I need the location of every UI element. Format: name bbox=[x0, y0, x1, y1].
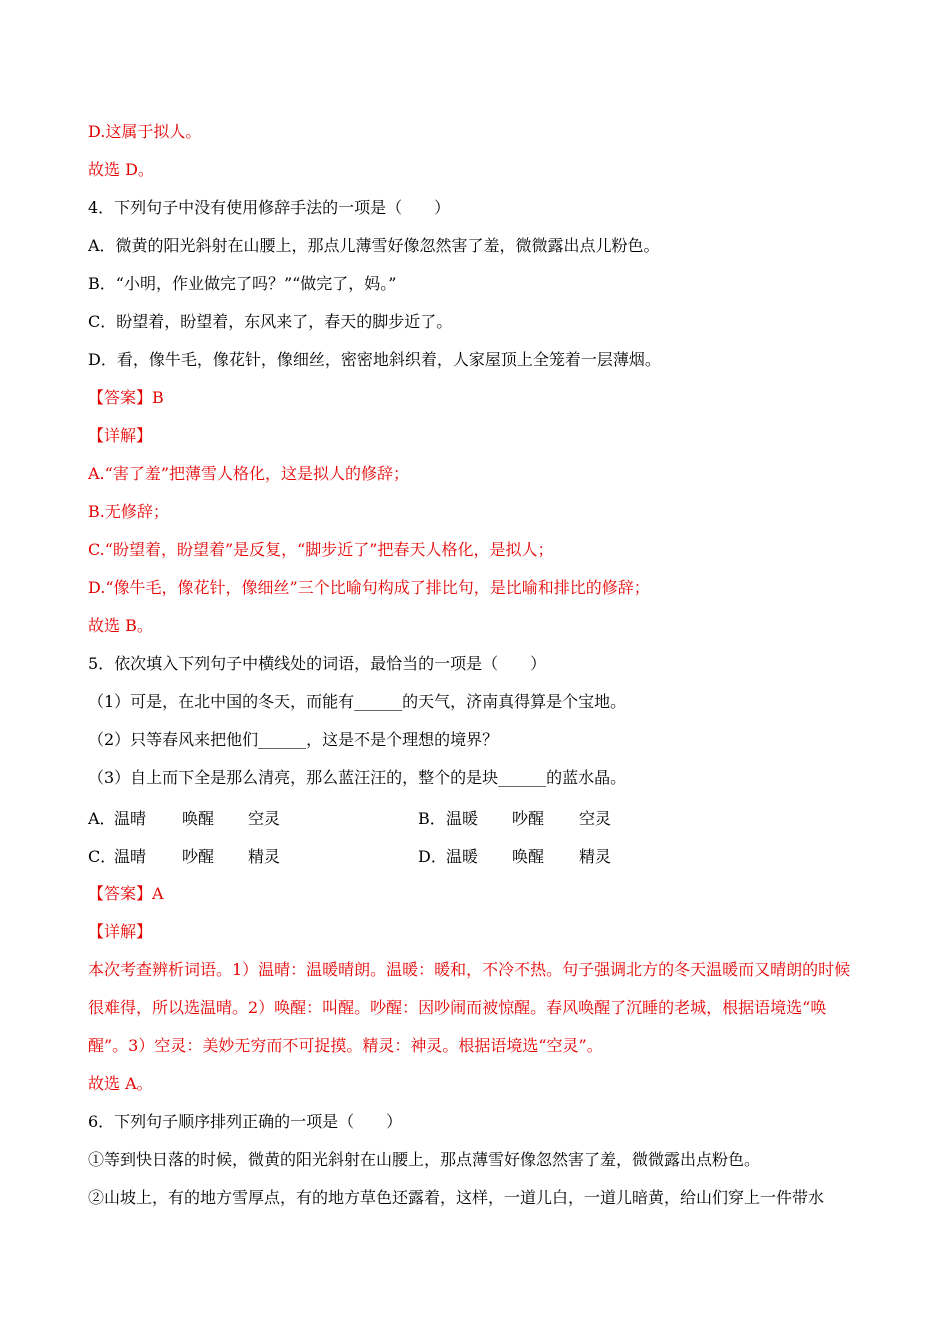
option-word-1: 温暖 bbox=[446, 847, 479, 866]
option-word-2: 唤醒 bbox=[182, 809, 215, 828]
q4-option-c: C．盼望着，盼望着，东风来了，春天的脚步近了。 bbox=[88, 312, 453, 331]
q4-analysis-a: A.“害了羞”把薄雪人格化，这是拟人的修辞； bbox=[88, 464, 410, 483]
q6-stem: 6．下列句子顺序排列正确的一项是（ ） bbox=[88, 1112, 403, 1131]
option-word-1: 温晴 bbox=[114, 809, 147, 828]
q5-stem: 5．依次填入下列句子中横线处的词语，最恰当的一项是（ ） bbox=[88, 654, 547, 673]
q5-analysis: 本次考查辨析词语。1）温晴：温暖晴朗。温暖：暖和，不冷不热。句子强调北方的冬天温暖而又晴朗的时候很难得，所以选温晴。2）唤醒：叫醒。吵醒：因吵闹而被惊醒。春风唤醒了沉睡的老城，根据语境选“唤醒”。3）空灵：美妙无穷而不可捉摸。精灵：神灵。根据语境选“空灵”。 bbox=[88, 960, 851, 1055]
q5-detail-label: 【详解】 bbox=[88, 922, 153, 941]
option-word-1: 温晴 bbox=[114, 847, 147, 866]
q4-analysis-d: D.“像牛毛，像花针，像细丝”三个比喻句构成了排比句，是比喻和排比的修辞； bbox=[88, 578, 650, 597]
q4-option-b: B．“小明，作业做完了吗？”“做完了，妈。” bbox=[88, 274, 397, 293]
q5-answer: 【答案】A bbox=[88, 884, 164, 903]
option-label: A． bbox=[88, 809, 116, 828]
q5-options-row-2 bbox=[0, 844, 950, 864]
option-label: B． bbox=[418, 809, 446, 828]
prev-conclusion: 故选 D。 bbox=[88, 160, 154, 179]
q4-answer: 【答案】B bbox=[88, 388, 164, 407]
q4-option-d: D．看，像牛毛，像花针，像细丝，密密地斜织着，人家屋顶上全笼着一层薄烟。 bbox=[88, 350, 661, 369]
option-word-3: 空灵 bbox=[248, 809, 281, 828]
option-word-2: 吵醒 bbox=[182, 847, 215, 866]
q5-option-c bbox=[88, 844, 280, 867]
option-word-2: 吵醒 bbox=[512, 809, 545, 828]
q4-analysis-b: B.无修辞； bbox=[88, 502, 169, 521]
q4-conclusion: 故选 B。 bbox=[88, 616, 153, 635]
q6-sentence-1: ①等到快日落的时候，微黄的阳光斜射在山腰上，那点薄雪好像忽然害了羞，微微露出点粉色。 bbox=[88, 1150, 761, 1169]
q4-detail-label: 【详解】 bbox=[88, 426, 153, 445]
prev-option-d-analysis: D.这属于拟人。 bbox=[88, 122, 202, 141]
q5-sentence-3: （3）自上而下全是那么清亮，那么蓝汪汪的，整个的是块______的蓝水晶。 bbox=[88, 768, 627, 787]
q5-option-b bbox=[418, 806, 611, 829]
option-word-2: 唤醒 bbox=[512, 847, 545, 866]
q5-sentence-2: （2）只等春风来把他们______，这是不是个理想的境界？ bbox=[88, 730, 499, 749]
q5-sentence-1: （1）可是，在北中国的冬天，而能有______的天气，济南真得算是个宝地。 bbox=[88, 692, 627, 711]
q5-options-row-1 bbox=[0, 806, 950, 826]
option-word-3: 精灵 bbox=[579, 847, 612, 866]
q5-conclusion: 故选 A。 bbox=[88, 1074, 153, 1093]
q4-option-a: A．微黄的阳光斜射在山腰上，那点儿薄雪好像忽然害了羞，微微露出点儿粉色。 bbox=[88, 236, 660, 255]
q6-sentence-2: ②山坡上，有的地方雪厚点，有的地方草色还露着，这样，一道儿白，一道儿暗黄，给山们穿上一件带水 bbox=[88, 1188, 825, 1207]
option-word-1: 温暖 bbox=[446, 809, 479, 828]
option-word-3: 精灵 bbox=[248, 847, 281, 866]
q5-option-a bbox=[88, 806, 280, 829]
option-word-3: 空灵 bbox=[579, 809, 612, 828]
q5-option-d bbox=[418, 844, 611, 867]
q4-stem: 4．下列句子中没有使用修辞手法的一项是（ ） bbox=[88, 198, 451, 217]
option-label: D． bbox=[418, 847, 447, 866]
option-label: C． bbox=[88, 847, 117, 866]
q4-analysis-c: C.“盼望着，盼望着”是反复，“脚步近了”把春天人格化，是拟人； bbox=[88, 540, 554, 559]
